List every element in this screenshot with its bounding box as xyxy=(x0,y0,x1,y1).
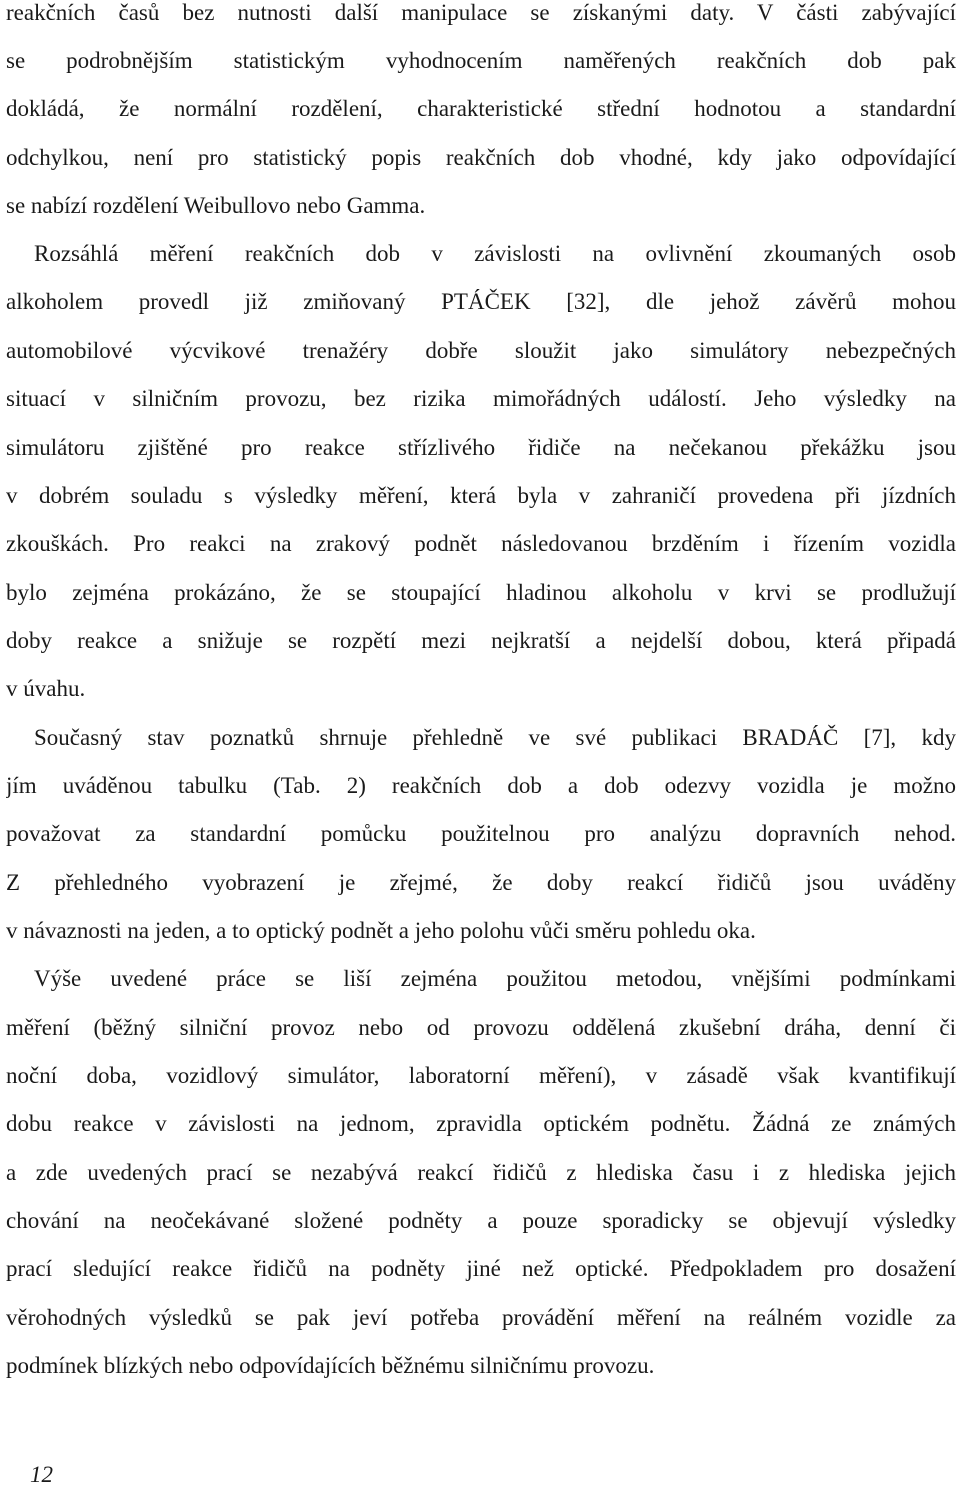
text-line: prací sledující reakce řidičů na podněty jiné než optické. Předpokladem pro dosažení xyxy=(6,1256,956,1281)
page-number: 12 xyxy=(30,1462,53,1487)
text-line: Současný stav poznatků shrnuje přehledně ve své publikaci BRADÁČ [7], kdy xyxy=(34,725,956,750)
text-line: Z přehledného vyobrazení je zřejmé, že doby reakcí řidičů jsou uváděny xyxy=(6,870,956,895)
text-line: v návaznosti na jeden, a to optický podnět a jeho polohu vůči směru pohledu oka. xyxy=(6,918,756,943)
text-line: odchylkou, není pro statistický popis reakčních dob vhodné, kdy jako odpovídající xyxy=(6,145,956,170)
text-line: bylo zejména prokázáno, že se stoupající hladinou alkoholu v krvi se prodlužují xyxy=(6,580,956,605)
text-line: alkoholem provedl již zmiňovaný PTÁČEK [32], dle jehož závěrů mohou xyxy=(6,289,956,314)
text-line: zkouškách. Pro reakci na zrakový podnět následovanou brzděním i řízením vozidla xyxy=(6,531,956,556)
text-line: Výše uvedené práce se liší zejména použitou metodou, vnějšími podmínkami xyxy=(34,966,956,991)
text-line: automobilové výcvikové trenažéry dobře sloužit jako simulátory nebezpečných xyxy=(6,338,956,363)
text-line: a zde uvedených prací se nezabývá reakcí řidičů z hlediska času i z hlediska jejich xyxy=(6,1160,956,1185)
text-line: Rozsáhlá měření reakčních dob v závislosti na ovlivnění zkoumaných osob xyxy=(34,241,956,266)
text-line: v dobrém souladu s výsledky měření, která byla v zahraničí provedena při jízdních xyxy=(6,483,956,508)
text-line: doby reakce a snižuje se rozpětí mezi nejkratší a nejdelší dobou, která připadá xyxy=(6,628,956,653)
text-line: podmínek blízkých nebo odpovídajících běžnému silničnímu provozu. xyxy=(6,1353,655,1378)
text-line: věrohodných výsledků se pak jeví potřeba provádění měření na reálném vozidle za xyxy=(6,1305,956,1330)
text-line: situací v silničním provozu, bez rizika mimořádných událostí. Jeho výsledky na xyxy=(6,386,956,411)
text-line: v úvahu. xyxy=(6,676,86,701)
text-line: jím uváděnou tabulku (Tab. 2) reakčních dob a dob odezvy vozidla je možno xyxy=(6,773,956,798)
text-line: měření (běžný silniční provoz nebo od provozu oddělená zkušební dráha, denní či xyxy=(6,1015,956,1040)
text-line: chování na neočekávané složené podněty a pouze sporadicky se objevují výsledky xyxy=(6,1208,956,1233)
text-line: dobu reakce v závislosti na jednom, zpravidla optickém podnětu. Žádná ze známých xyxy=(6,1111,956,1136)
text-line: simulátoru zjištěné pro reakce střízlivého řidiče na nečekanou překážku jsou xyxy=(6,435,956,460)
text-line: se podrobnějším statistickým vyhodnocením naměřených reakčních dob pak xyxy=(6,48,956,73)
text-line: se nabízí rozdělení Weibullovo nebo Gamma. xyxy=(6,193,426,218)
text-line: reakčních časů bez nutnosti další manipulace se získanými daty. V části zabývající xyxy=(6,0,956,25)
text-line: noční doba, vozidlový simulátor, laboratorní měření), v zásadě však kvantifikují xyxy=(6,1063,956,1088)
text-line: považovat za standardní pomůcku použitelnou pro analýzu dopravních nehod. xyxy=(6,821,956,846)
text-line: dokládá, že normální rozdělení, charakteristické střední hodnotou a standardní xyxy=(6,96,956,121)
